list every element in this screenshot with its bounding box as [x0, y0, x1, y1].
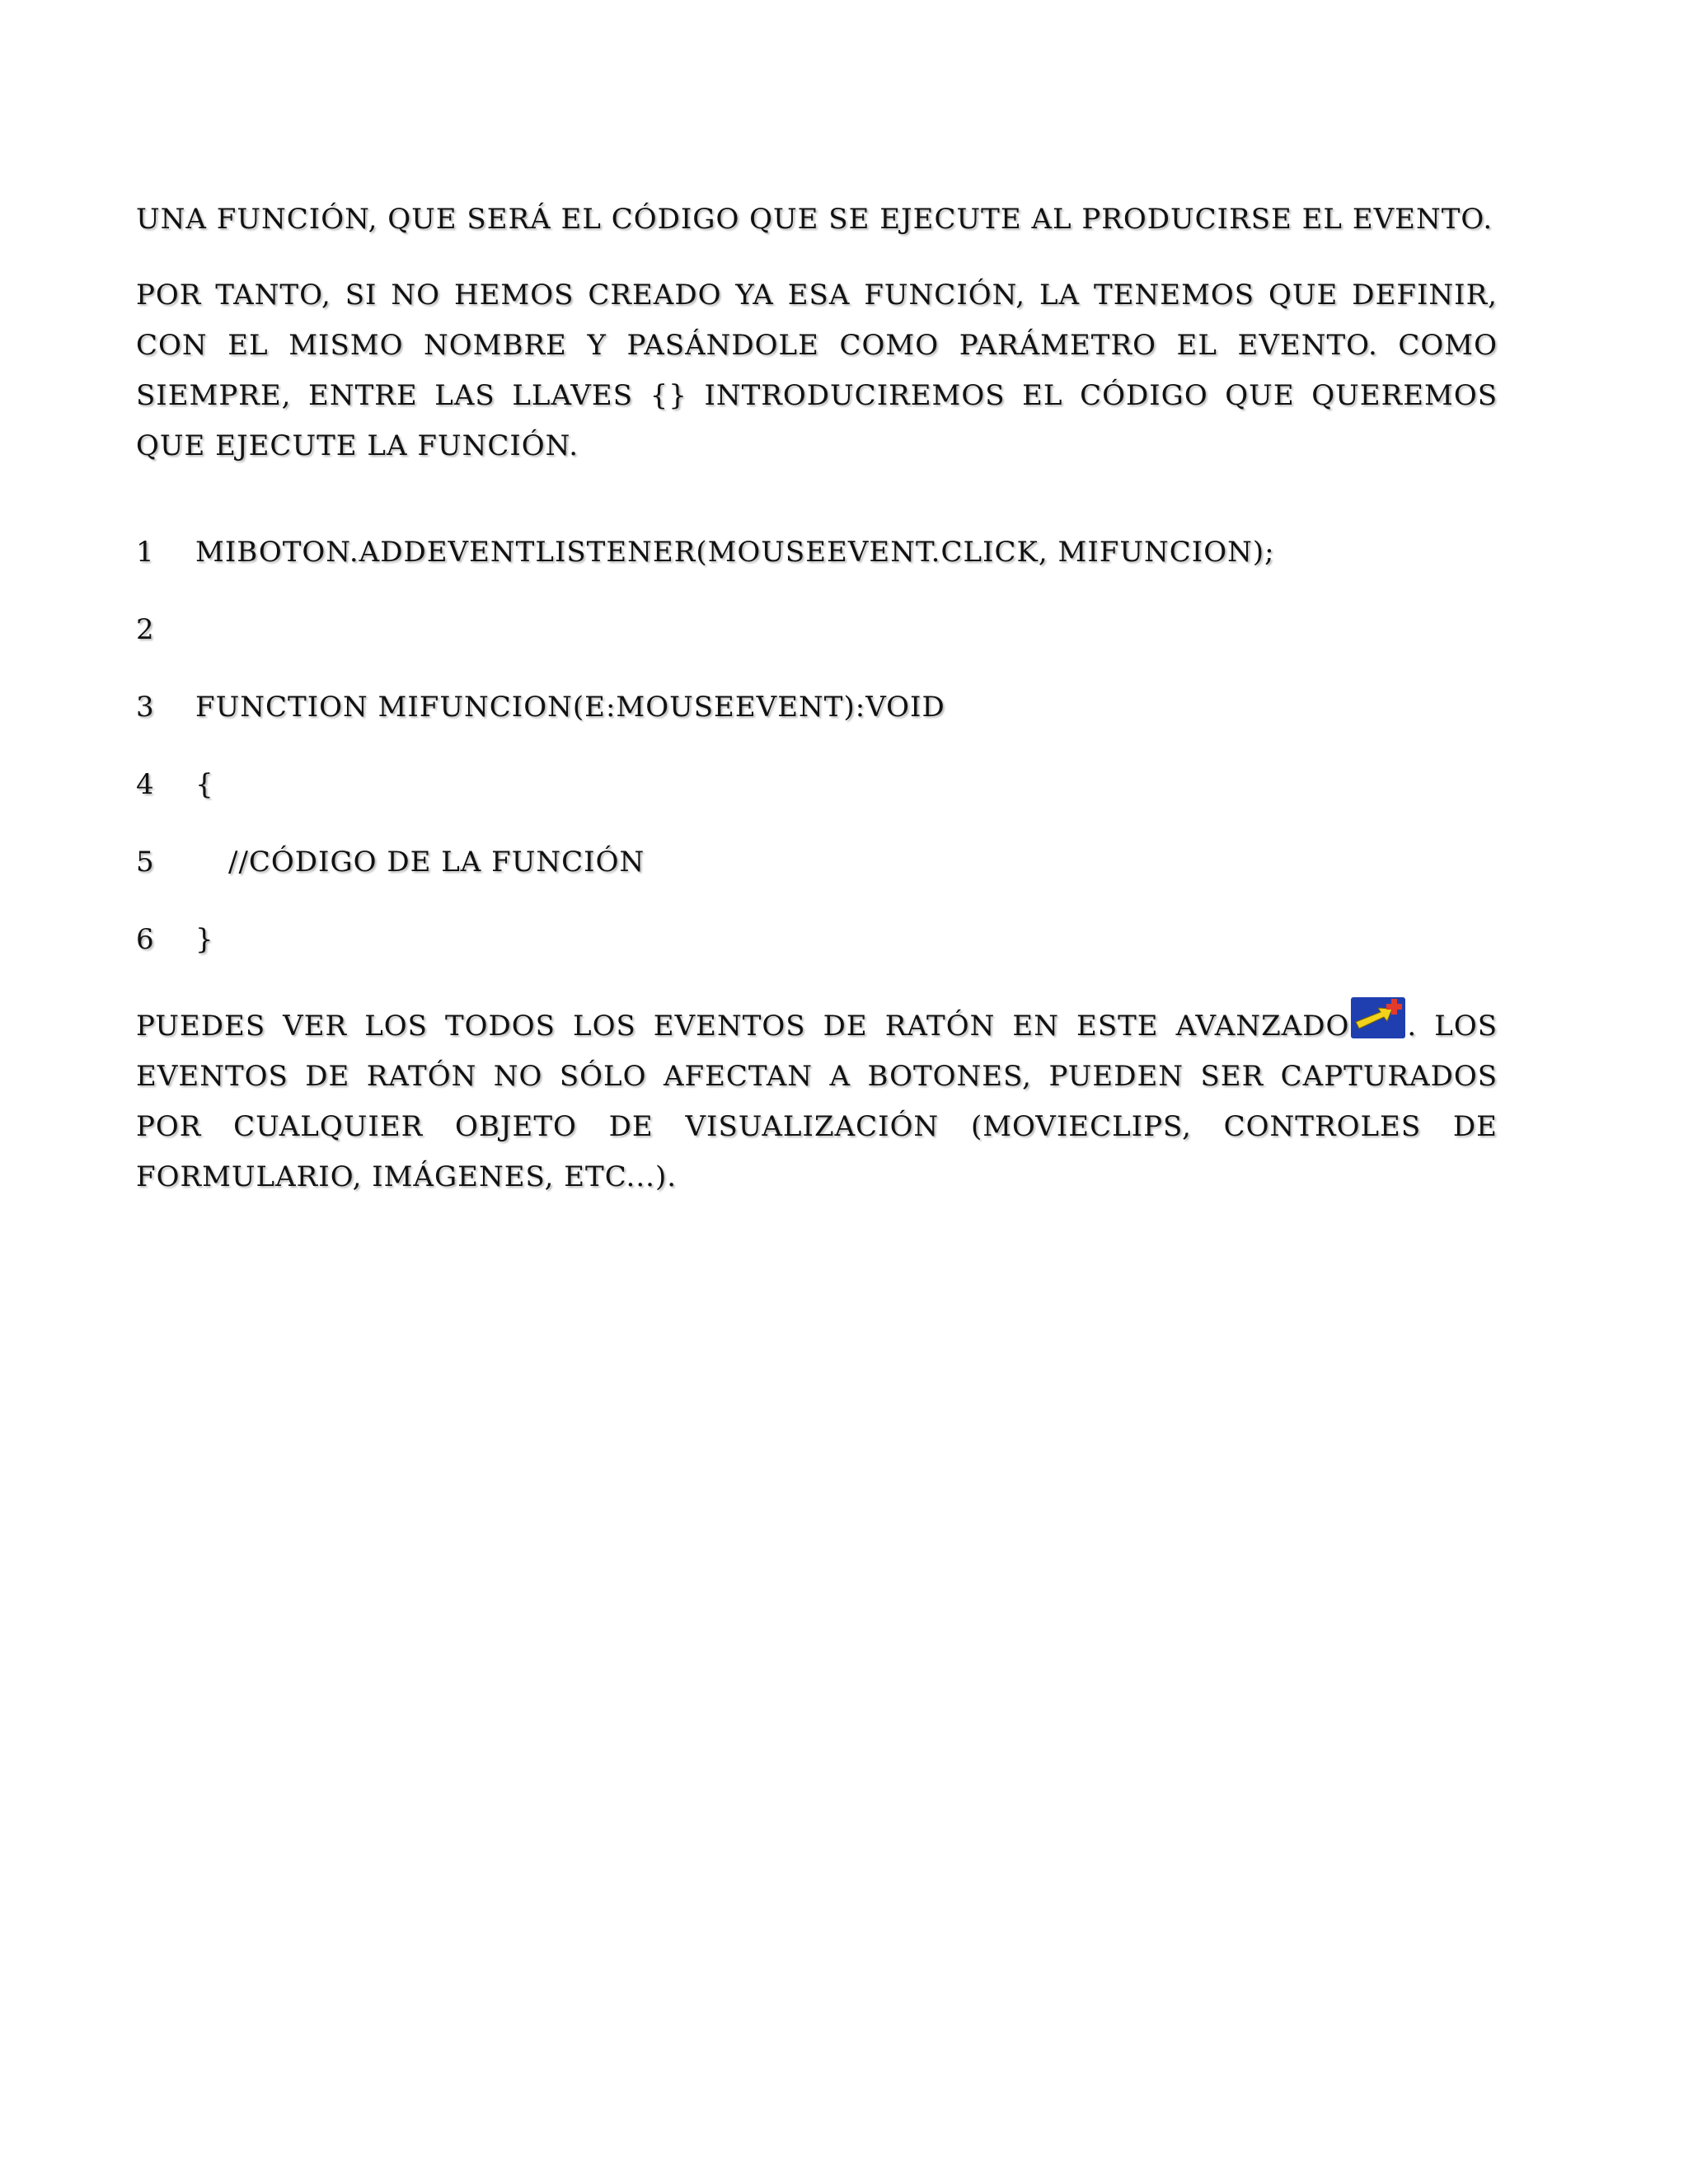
paragraph-define-function: POR TANTO, SI NO HEMOS CREADO YA ESA FUNCIÓN, LA TENEMOS QUE DEFINIR, CON EL MISMO NOMBRE Y PASÁNDOLE COMO PARÁMETRO EL EVENTO. COMO SIEMPRE, ENTRE LAS LLAVES {} INTRODUCIREMOS EL CÓDIGO QUE QUEREMOS QUE EJECUTE LA FUNCIÓN.	[136, 279, 1498, 462]
code-line-3	[136, 682, 1498, 732]
code-line-4	[136, 760, 1498, 809]
code-line-1	[136, 527, 1498, 577]
code-line-number: 1	[136, 536, 155, 569]
paragraph-mouse-events-start: PUEDES VER LOS TODOS LOS EVENTOS DE RATÓN EN ESTE AVANZADO	[136, 1010, 1350, 1043]
code-line-text: MIBOTON.ADDEVENTLISTENER(MOUSEEVENT.CLICK, MIFUNCION);	[195, 536, 1275, 569]
code-line-number: 5	[136, 846, 155, 879]
code-line-text: }	[195, 923, 214, 956]
paragraph-mouse-events	[136, 997, 1498, 1202]
code-line-number: 4	[136, 768, 155, 801]
code-line-number: 6	[136, 923, 155, 956]
paragraph-function-intro: UNA FUNCIÓN, QUE SERÁ EL CÓDIGO QUE SE EJECUTE AL PRODUCIRSE EL EVENTO.	[136, 203, 1493, 236]
code-line-2	[136, 605, 1498, 654]
code-line-6	[136, 915, 1498, 964]
paragraph-mouse-events-end: . LOS EVENTOS DE RATÓN NO SÓLO AFECTAN A BOTONES, PUEDEN SER CAPTURADOS POR CUALQUIER OBJETO DE VISUALIZACIÓN (MOVIECLIPS, CONTROLES DE FORMULARIO, IMÁGENES, ETC...).	[136, 1010, 1498, 1193]
code-line-text: //CÓDIGO DE LA FUNCIÓN	[228, 846, 645, 879]
code-line-text: FUNCTION MIFUNCION(E:MOUSEEVENT):VOID	[195, 691, 945, 724]
code-line-5	[136, 837, 1498, 887]
code-line-text: {	[195, 768, 214, 801]
code-line-number: 3	[136, 691, 155, 724]
code-line-number: 2	[136, 613, 155, 646]
avanzado-icon[interactable]	[1351, 997, 1405, 1038]
